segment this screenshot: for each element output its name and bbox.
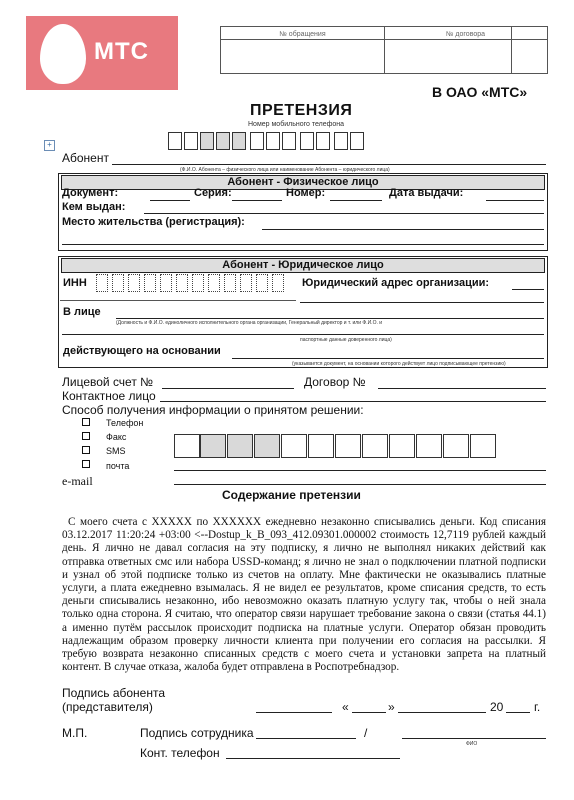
number-field[interactable] bbox=[330, 200, 382, 201]
employee-name-field[interactable] bbox=[402, 738, 546, 739]
legal-address-label: Юридический адрес организации: bbox=[302, 277, 490, 289]
sms-checkbox[interactable] bbox=[82, 446, 90, 454]
move-handle-icon[interactable]: + bbox=[44, 140, 55, 151]
quote-close: » bbox=[388, 700, 395, 714]
issue-date-field[interactable] bbox=[486, 200, 544, 201]
contract-label: Договор № bbox=[304, 375, 366, 389]
number-label: Номер: bbox=[286, 187, 326, 199]
email-label: e-mail bbox=[62, 474, 93, 488]
slash: / bbox=[364, 726, 368, 740]
document-label: Документ: bbox=[62, 187, 119, 199]
logo-text: МТС bbox=[94, 38, 149, 65]
residence-field-2[interactable] bbox=[62, 244, 544, 245]
represented-by-field[interactable] bbox=[116, 318, 544, 319]
account-field[interactable] bbox=[162, 388, 294, 389]
stamp-label: М.П. bbox=[62, 726, 88, 740]
issued-by-label: Кем выдан: bbox=[62, 201, 126, 213]
subscriber-signature-label: Подпись абонента bbox=[62, 686, 166, 700]
acting-basis-label: действующего на основании bbox=[63, 345, 221, 357]
year-prefix: 20 bbox=[490, 700, 504, 714]
request-number-table bbox=[220, 26, 548, 74]
rep-caption: (Должность и Ф.И.О. единоличного исполнительного органа организации, Генеральный директор и т. или Ф.И.О. и bbox=[116, 320, 383, 326]
mts-logo bbox=[26, 16, 178, 90]
issue-date-label: Дата выдачи: bbox=[389, 187, 464, 199]
individual-header: Абонент - Физическое лицо bbox=[61, 175, 545, 190]
account-label: Лицевой счет № bbox=[62, 375, 154, 389]
method-mail: почта bbox=[106, 461, 130, 471]
issued-by-field[interactable] bbox=[144, 213, 544, 214]
contact-phone-label: Конт. телефон bbox=[140, 746, 220, 760]
addressee: В ОАО «МТС» bbox=[432, 84, 528, 100]
phone-caption: Номер мобильного телефона bbox=[248, 121, 345, 128]
method-fax: Факс bbox=[106, 432, 127, 442]
subscriber-signature-field[interactable] bbox=[256, 712, 332, 713]
day-field[interactable] bbox=[352, 712, 386, 713]
representative-label: (представителя) bbox=[62, 700, 153, 714]
email-field[interactable] bbox=[174, 484, 546, 485]
inn-label: ИНН bbox=[63, 277, 87, 289]
year-suffix: г. bbox=[534, 700, 541, 714]
contact-phone-field[interactable] bbox=[226, 758, 400, 759]
claim-text: С моего счета с XXXXX по XXXXXX ежедневно незаконно списывались деньги. Код списания 03.12.2017 11:20:24 +03:00 <--Dostup_k_B_093_412.09301.000002 стоимость 12,7119 рублей каждый день. Я лично не давал согласия на эту подписку, я лично не выполнял никаких действий как отправка ответных смс или набора USSD-команд; я лично не знал о подключении платной подписки и узнал об этой подписке только из счетов на оплату. Мне фактически не оказывались платные услуги, а плата ежедневно взымалась. Я не видел ее результатов, кроме списания средств, то есть деньги списывались незаконно, ибо невозможно оказать платную услугу так, чтобы о ней знала только одна сторона. Я считаю, что оператор связи нарушает требование закона о связи (статья 44.1) а именно путём рассылок происходит подписка на платные услуги. Оператор обязан проводить надлежащим образом проверку личности клиента при получении его согласия на рассылки. Я требую возврата незаконно списанных средств с моего счета и установки запрета на платный контент. В случае отказа, жалоба будет отправлена в Роспотребнадзор. bbox=[62, 516, 546, 674]
series-field[interactable] bbox=[232, 200, 282, 201]
acting-basis-field[interactable] bbox=[232, 358, 544, 359]
month-field[interactable] bbox=[398, 712, 486, 713]
egg-icon bbox=[40, 24, 86, 84]
rep-caption-2: паспортные данные доверенного лица) bbox=[300, 337, 392, 343]
legal-header: Абонент - Юридическое лицо bbox=[61, 258, 545, 273]
fax-checkbox[interactable] bbox=[82, 432, 90, 440]
method-phone: Телефон bbox=[106, 418, 144, 428]
employee-signature-field[interactable] bbox=[256, 738, 356, 739]
quote-open: « bbox=[342, 700, 349, 714]
residence-label: Место жительства (регистрация): bbox=[62, 216, 245, 228]
represented-by-label: В лице bbox=[63, 306, 101, 318]
individual-section bbox=[58, 173, 548, 251]
legal-address-field-2[interactable] bbox=[300, 302, 544, 303]
method-sms: SMS bbox=[106, 446, 126, 456]
page-title: ПРЕТЕНЗИЯ bbox=[250, 102, 353, 119]
content-header: Содержание претензии bbox=[222, 488, 361, 502]
series-label: Серия: bbox=[194, 187, 232, 199]
appeal-number-header: № обращения bbox=[279, 31, 326, 38]
subscriber-field[interactable] bbox=[112, 164, 546, 165]
mail-field[interactable] bbox=[174, 470, 546, 471]
year-field[interactable] bbox=[506, 712, 530, 713]
method-label: Способ получения информации о принятом решении: bbox=[62, 403, 364, 417]
represented-by-field-2[interactable] bbox=[62, 334, 544, 335]
contact-label: Контактное лицо bbox=[62, 389, 156, 403]
legal-address-field[interactable] bbox=[512, 289, 544, 290]
document-field[interactable] bbox=[150, 200, 190, 201]
employee-signature-label: Подпись сотрудника bbox=[140, 726, 254, 740]
phone-checkbox[interactable] bbox=[82, 418, 90, 426]
mail-checkbox[interactable] bbox=[82, 460, 90, 468]
contact-field[interactable] bbox=[160, 401, 546, 402]
residence-field[interactable] bbox=[262, 229, 544, 230]
subscriber-label: Абонент bbox=[62, 151, 109, 165]
contract-number-header: № договора bbox=[445, 31, 486, 38]
contract-field[interactable] bbox=[378, 388, 546, 389]
fio-caption: ФИО bbox=[466, 741, 478, 747]
divider bbox=[60, 300, 296, 301]
basis-caption: (указывается документ, на основании которого действует лицо подписывающее претензию) bbox=[292, 361, 506, 367]
subscriber-caption: (Ф.И.О. Абонента – физического лица или наименование Абонента – юридического лица) bbox=[180, 167, 390, 173]
